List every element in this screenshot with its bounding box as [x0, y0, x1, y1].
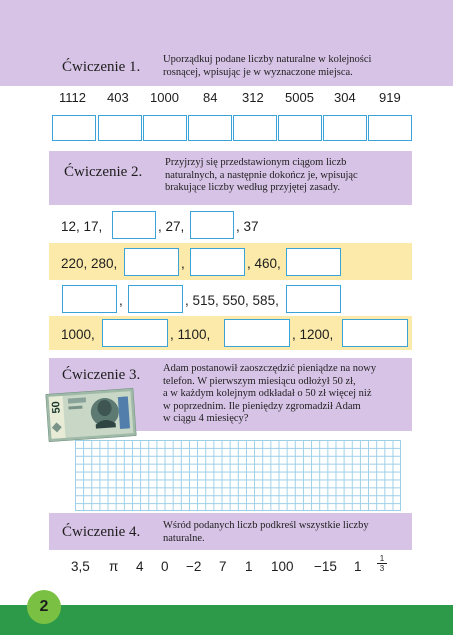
fraction-numerator: 1 — [377, 554, 387, 564]
sequence-4-box-3[interactable] — [342, 319, 408, 347]
number-item: 312 — [242, 90, 264, 105]
exercise-3-line-5: w ciągu 4 miesięcy? — [163, 413, 249, 424]
fraction-one-third[interactable] — [377, 554, 387, 573]
answer-box[interactable] — [143, 115, 187, 141]
number-item[interactable]: 1 — [354, 559, 362, 574]
number-item: 304 — [334, 90, 356, 105]
sequence-2-mid: , 460, — [247, 256, 281, 271]
number-item[interactable]: π — [109, 559, 119, 574]
number-item[interactable]: 100 — [271, 559, 294, 574]
exercise-2-instruction — [165, 157, 358, 195]
sequence-4-start: 1000, — [61, 327, 95, 342]
sequence-1-box-1[interactable] — [112, 211, 156, 239]
exercise-1-line-1: Uporządkuj podane liczby naturalne w kolejności — [163, 54, 372, 65]
sequence-2-sep: , — [181, 256, 185, 271]
exercise-3-instruction — [163, 363, 376, 426]
answer-box[interactable] — [52, 115, 96, 141]
number-item[interactable]: 1 — [245, 559, 253, 574]
answer-box[interactable] — [323, 115, 367, 141]
sequence-2-start: 220, 280, — [61, 256, 118, 271]
exercise-2-line-3: brakujące liczby według przyjętej zasady. — [165, 182, 341, 193]
answer-box[interactable] — [188, 115, 232, 141]
exercise-2-title: Ćwiczenie 2. — [64, 164, 143, 180]
number-item: 919 — [379, 90, 401, 105]
sequence-4-box-1[interactable] — [102, 319, 168, 347]
fraction-denominator: 3 — [379, 564, 385, 573]
exercise-4-line-1: Wśród podanych liczb podkreśl wszystkie liczby — [163, 520, 369, 531]
exercise-2-line-2: naturalnych, a następnie dokończ je, wpisując — [165, 169, 358, 181]
footer-bar — [0, 605, 453, 635]
sequence-1-mid: , 27, — [158, 219, 185, 234]
sequence-3-sep: , — [119, 293, 123, 308]
sequence-1-box-2[interactable] — [190, 211, 234, 239]
exercise-3-line-1: Adam postanowił zaoszczędzić pieniądze na nowy — [163, 363, 377, 374]
number-item[interactable]: 3,5 — [71, 559, 90, 574]
exercise-3-line-4: w poprzednim. Ile pieniędzy zgromadził Adam — [163, 400, 361, 412]
number-item[interactable]: −2 — [186, 559, 202, 574]
number-item[interactable]: 4 — [136, 559, 144, 574]
exercise-3-title: Ćwiczenie 3. — [62, 367, 141, 383]
sequence-2-box-1[interactable] — [124, 248, 179, 276]
sequence-3-mid: , 515, 550, 585, — [185, 293, 279, 308]
sequence-4-mid-1: , 1100, — [170, 327, 211, 342]
number-item: 5005 — [285, 90, 314, 105]
number-item: 84 — [203, 90, 218, 105]
sequence-4-box-2[interactable] — [224, 319, 290, 347]
number-item: 1000 — [150, 90, 179, 105]
banknote-icon — [45, 388, 136, 442]
exercise-4-title: Ćwiczenie 4. — [62, 524, 141, 540]
exercise-3-line-3: a w każdym kolejnym odkładał o 50 zł więcej niż — [163, 388, 372, 399]
banknote-value: 50 — [50, 400, 63, 414]
sequence-1-end: , 37 — [236, 219, 259, 234]
sequence-3-box-1[interactable] — [62, 285, 117, 313]
sequence-2-box-3[interactable] — [286, 248, 341, 276]
sequence-4-mid-2: , 1200, — [292, 327, 334, 342]
exercise-3-line-2: telefon. W pierwszym miesiącu odłożył 50 zł, — [163, 375, 356, 387]
number-item: 403 — [107, 90, 129, 105]
banknote-graphic — [45, 388, 136, 442]
sequence-3-box-3[interactable] — [286, 285, 341, 313]
exercise-1-title: Ćwiczenie 1. — [62, 59, 141, 75]
answer-box[interactable] — [98, 115, 142, 141]
page-number: 2 — [27, 590, 61, 624]
number-item[interactable]: −15 — [314, 559, 337, 574]
number-item: 1112 — [59, 90, 86, 105]
sequence-2-box-2[interactable] — [190, 248, 245, 276]
exercise-4-instruction — [163, 520, 369, 545]
exercise-1-line-2: rosnącej, wpisując je w wyznaczone miejsca. — [163, 66, 353, 78]
number-item[interactable]: 7 — [219, 559, 227, 574]
exercise-2-line-1: Przyjrzyj się przedstawionym ciągom liczb — [165, 157, 347, 168]
answer-box[interactable] — [278, 115, 322, 141]
number-item[interactable]: 0 — [161, 559, 169, 574]
sequence-1-start: 12, 17, — [61, 219, 103, 234]
answer-box[interactable] — [368, 115, 412, 141]
exercise-4-line-2: naturalne. — [163, 532, 205, 544]
answer-box[interactable] — [233, 115, 277, 141]
sequence-3-box-2[interactable] — [128, 285, 183, 313]
answer-grid[interactable] — [75, 440, 401, 511]
exercise-1-instruction — [163, 54, 371, 79]
